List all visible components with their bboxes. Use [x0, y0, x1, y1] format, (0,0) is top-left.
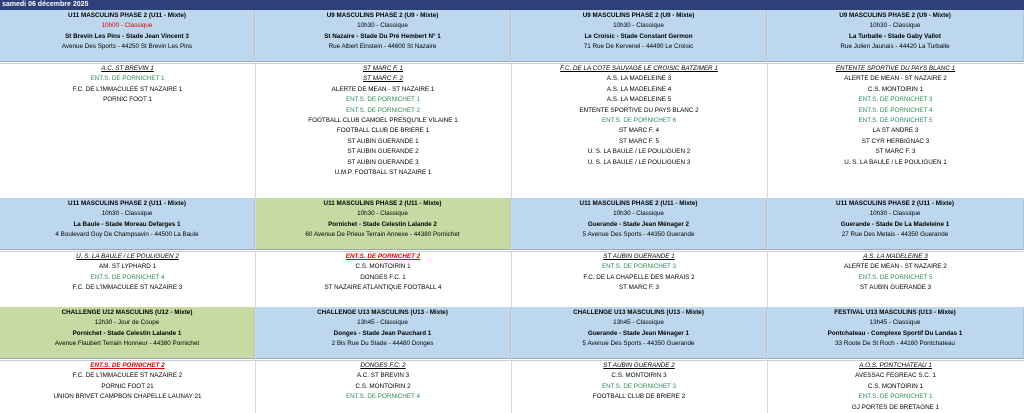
team-name: ST AUBIN GUERANDE 1: [347, 137, 419, 145]
team-name: A.S. LA MADELEINE 3: [863, 253, 928, 260]
team-list: [0, 360, 255, 403]
team-name: ENT.S. DE PORNICHET 3: [858, 96, 933, 104]
team-name: ALERTE DE MEAN - ST NAZAIRE 2: [844, 75, 947, 83]
competition-title: U11 MASCULINS PHASE 2 (U11 - Mixte): [68, 200, 186, 207]
team-list: [255, 251, 511, 294]
match-card[interactable]: [767, 307, 1024, 359]
team-name: FOOTBALL CLUB DE BRIERE 1: [336, 127, 430, 135]
venue-name: Pornichet - Stade Celestin Lalande 2: [328, 220, 437, 228]
team-name: ENT.S. DE PORNICHET 2: [345, 106, 421, 114]
team-name: DONGES F.C. 2: [360, 362, 406, 369]
venue-name: Le Croisic - Stade Constant Germon: [584, 32, 693, 40]
match-time: 10h30 - Classique: [101, 210, 153, 218]
team-name: F.C. DE L'IMMACULEE ST NAZAIRE 2: [72, 372, 183, 380]
team-name: ST AUBIN GUERANDE 2: [347, 148, 419, 156]
team-name: ENTENTE SPORTIVE DU PAYS BLANC 1: [835, 65, 956, 72]
competition-title: FESTIVAL U13 MASCULINS (U13 - Mixte): [834, 309, 956, 316]
match-card[interactable]: [767, 198, 1024, 250]
team-name: F.C. DE L'IMMACULEE ST NAZAIRE 1: [72, 85, 183, 93]
team-name: ST AUBIN GUERANDE 3: [347, 158, 419, 166]
team-name: ENT.S. DE PORNICHET 1: [858, 393, 933, 401]
team-name: ST MARC F. 1: [362, 65, 404, 72]
team-name: F.C. DE L'IMMACULEE ST NAZAIRE 3: [72, 284, 183, 292]
venue-name: Donges - Stade Jean Pauchard 1: [333, 329, 432, 337]
team-name: ALERTE DE MEAN - ST NAZAIRE 1: [331, 85, 435, 93]
team-name: ST AUBIN GUERANDE 2: [603, 362, 675, 369]
team-list: [767, 251, 1024, 294]
team-name: ST AUBIN GUERANDE 3: [859, 284, 932, 292]
team-name: DONGES F.C. 1: [360, 273, 406, 281]
match-time: 13h45 - Classique: [357, 319, 408, 327]
team-name: FOOTBALL CLUB CAMOEL PRESQU'ILE VILAINE 1: [308, 116, 458, 124]
row-divider: [0, 63, 1024, 64]
team-name: ENT.S. DE PORNICHET 1: [345, 96, 421, 104]
team-name: ENT.S. DE PORNICHET 4: [858, 106, 933, 114]
match-time: 10h00 - Classique: [101, 22, 153, 30]
venue-address: 71 Rue De Kervenel - 44490 Le Croisic: [583, 43, 694, 51]
team-name: C.S. MONTOIRIN 1: [867, 85, 924, 93]
team-name: U. S. LA BAULE / LE POULIGUEN 2: [76, 253, 179, 260]
column-divider: [255, 10, 256, 413]
competition-title: U11 MASCULINS PHASE 2 (U11 - Mixte): [68, 12, 186, 19]
match-card[interactable]: [255, 198, 511, 250]
match-time: 10h30 - Classique: [869, 210, 921, 218]
venue-address: 27 Rue Des Metais - 44350 Guerande: [841, 231, 949, 239]
venue-address: 5 Avenue Des Sports - 44350 Guerande: [582, 231, 695, 239]
venue-address: 2 Bis Rue Du Stade - 44480 Donges: [331, 340, 434, 348]
match-card[interactable]: [255, 10, 511, 62]
venue-name: Guerande - Stade De La Madeleine 1: [840, 220, 950, 228]
team-name: ENT.S. DE PORNICHET 2: [90, 362, 165, 369]
team-name: F.C. DE LA COTE SAUVAGE LE CROISIC BATZ/MER 1: [560, 65, 718, 72]
team-name: ST NAZAIRE ATLANTIQUE FOOTBALL 4: [324, 284, 442, 292]
team-name: ST MARC F. 3: [875, 148, 916, 156]
match-time: 10h30 - Classique: [613, 22, 664, 30]
match-card[interactable]: [767, 10, 1024, 62]
match-card[interactable]: [0, 198, 255, 250]
team-name: A.C. ST BREVIN 1: [101, 65, 154, 72]
row-divider: [0, 251, 1024, 252]
team-name: ST MARC F. 4: [618, 127, 660, 135]
venue-name: Guerande - Stade Jean Ménager 2: [587, 220, 690, 228]
venue-name: Pornichet - Stade Celestin Lalande 1: [72, 329, 182, 337]
team-name: ENTENTE SPORTIVE DU PAYS BLANC 2: [579, 106, 699, 114]
team-name: C.S. MONTOIRIN 1: [355, 263, 411, 271]
competition-title: U11 MASCULINS PHASE 2 (U11 - Mixte): [323, 200, 442, 207]
team-name: A.S. LA MADELEINE 3: [606, 75, 672, 83]
team-list: [767, 360, 1024, 413]
team-name: GJ PORTES DE BRETAGNE 1: [851, 403, 940, 411]
venue-name: St Brevin Les Pins - Stade Jean Vincent 3: [65, 32, 189, 40]
team-list: [511, 63, 767, 168]
team-list: [255, 360, 511, 403]
team-name: A.S. LA MADELEINE 5: [606, 96, 672, 104]
team-list: [255, 63, 511, 178]
team-name: ENT.S. DE PORNICHET 4: [345, 393, 421, 401]
match-time: 12h30 - Jour de Coupe: [94, 319, 160, 327]
venue-address: Rue Julien Jaunais - 44420 La Turballe: [840, 43, 950, 51]
team-name: ST CYR HERBIGNAC 3: [861, 137, 930, 145]
venue-address: 60 Avenue De Prieux Terrain Annexe - 44380 Pornichet: [305, 231, 460, 239]
venue-address: 4 Boulevard Guy De Champsavin - 44500 La Baule: [55, 231, 199, 239]
match-card[interactable]: [255, 307, 511, 359]
team-name: ST MARC F. 5: [618, 137, 660, 145]
team-name: ST MARC F. 3: [618, 284, 660, 292]
team-name: PORNIC FOOT 21: [101, 382, 154, 390]
venue-name: Guerande - Stade Jean Ménager 1: [587, 329, 690, 337]
match-time: 10h30 - Classique: [357, 22, 408, 30]
venue-address: Rue Albert Einstein - 44600 St Nazaire: [328, 43, 437, 51]
team-name: ENT.S. DE PORNICHET 6: [601, 116, 677, 124]
match-card[interactable]: [0, 10, 255, 62]
team-name: ALERTE DE MEAN - ST NAZAIRE 2: [844, 263, 947, 271]
venue-name: La Baule - Stade Moreau Defarges 1: [73, 220, 181, 228]
column-divider: [511, 10, 512, 413]
venue-address: Avenue Des Sports - 44250 St Brevin Les Pins: [61, 43, 193, 51]
venue-address: Avenue Flaubert Terrain Honneur - 44380 Pornichet: [54, 340, 200, 348]
team-list: [511, 360, 767, 403]
match-card[interactable]: [511, 10, 767, 62]
venue-name: La Turballe - Stade Gaby Vallot: [849, 32, 941, 40]
competition-title: U11 MASCULINS PHASE 2 (U11 - Mixte): [579, 200, 698, 207]
match-time: 10h30 - Classique: [613, 210, 664, 218]
team-list: [511, 251, 767, 294]
team-name: FOOTBALL CLUB DE BRIERE 2: [592, 393, 686, 401]
match-time: 13h45 - Classique: [613, 319, 664, 327]
team-name: A.S. LA MADELEINE 4: [606, 85, 672, 93]
team-name: ST MARC F. 2: [362, 75, 404, 83]
venue-address: 33 Route De St Roch - 44160 Pontchateau: [835, 340, 955, 348]
team-name: ENT.S. DE PORNICHET 3: [601, 263, 677, 271]
team-name: C.S. MONTOIRIN 3: [611, 372, 667, 380]
column-divider: [767, 10, 768, 413]
competition-title: CHALLENGE U13 MASCULINS (U13 - Mixte): [317, 309, 448, 316]
team-name: AVESSAC FEGREAC S.C. 1: [855, 372, 936, 380]
team-name: ENT.S. DE PORNICHET 4: [90, 273, 165, 281]
team-name: LA ST ANDRE 3: [872, 127, 919, 135]
team-name: C.S. MONTOIRIN 1: [867, 382, 924, 390]
match-time: 10h30 - Classique: [357, 210, 408, 218]
competition-title: U9 MASCULINS PHASE 2 (U9 - Mixte): [326, 12, 439, 19]
venue-address: 5 Avenue Des Sports - 44350 Guerande: [582, 340, 695, 348]
team-name: U. S. LA BAULE / LE POULIGUEN 3: [587, 158, 691, 166]
team-name: ENT.S. DE PORNICHET 2: [345, 253, 421, 260]
match-card[interactable]: [0, 307, 255, 359]
team-name: AM. ST LYPHARD 1: [98, 263, 157, 271]
match-time: 10h30 - Classique: [869, 22, 921, 30]
team-name: U. S. LA BAULE / LE POULIGUEN 1: [844, 158, 947, 166]
team-name: ENT.S. DE PORNICHET 5: [858, 273, 933, 281]
team-list: [767, 63, 1024, 168]
team-name: ENT.S. DE PORNICHET 3: [601, 382, 677, 390]
team-name: U. S. LA BAULE / LE POULIGUEN 2: [587, 148, 691, 156]
match-time: 13h45 - Classique: [869, 319, 921, 327]
team-name: C.S. MONTOIRIN 2: [355, 382, 411, 390]
competition-title: U9 MASCULINS PHASE 2 (U9 - Mixte): [839, 12, 951, 19]
venue-name: Pontchateau - Complexe Sportif Du Landas 1: [827, 329, 963, 337]
team-name: F.C. DE LA CHAPELLE DES MARAIS 2: [583, 273, 695, 281]
venue-name: St Nazaire - Stade Du Pré Hembert N° 1: [324, 32, 441, 40]
team-list: [0, 251, 255, 294]
team-name: UNION BRIVET CAMPBON CHAPELLE LAUNAY 21: [53, 393, 202, 401]
competition-title: CHALLENGE U13 MASCULINS (U13 - Mixte): [573, 309, 704, 316]
team-name: ENT.S. DE PORNICHET 5: [858, 116, 933, 124]
competition-title: CHALLENGE U12 MASCULINS (U12 - Mixte): [61, 309, 193, 316]
date-header: samedi 06 décembre 2025: [0, 0, 1024, 10]
competition-title: U9 MASCULINS PHASE 2 (U9 - Mixte): [582, 12, 695, 19]
team-name: ENT.S. DE PORNICHET 1: [90, 75, 165, 83]
team-name: ST AUBIN GUERANDE 1: [603, 253, 675, 260]
team-list: [0, 63, 255, 106]
row-divider: [0, 360, 1024, 361]
competition-title: U11 MASCULINS PHASE 2 (U11 - Mixte): [836, 200, 954, 207]
match-card[interactable]: [511, 198, 767, 250]
match-card[interactable]: [511, 307, 767, 359]
team-name: U.M.P. FOOTBALL ST NAZAIRE 1: [334, 168, 432, 176]
team-name: PORNIC FOOT 1: [103, 96, 152, 104]
team-name: A.O.S. PONTCHATEAU 1: [859, 362, 932, 369]
team-name: A.C. ST BREVIN 3: [356, 372, 410, 380]
